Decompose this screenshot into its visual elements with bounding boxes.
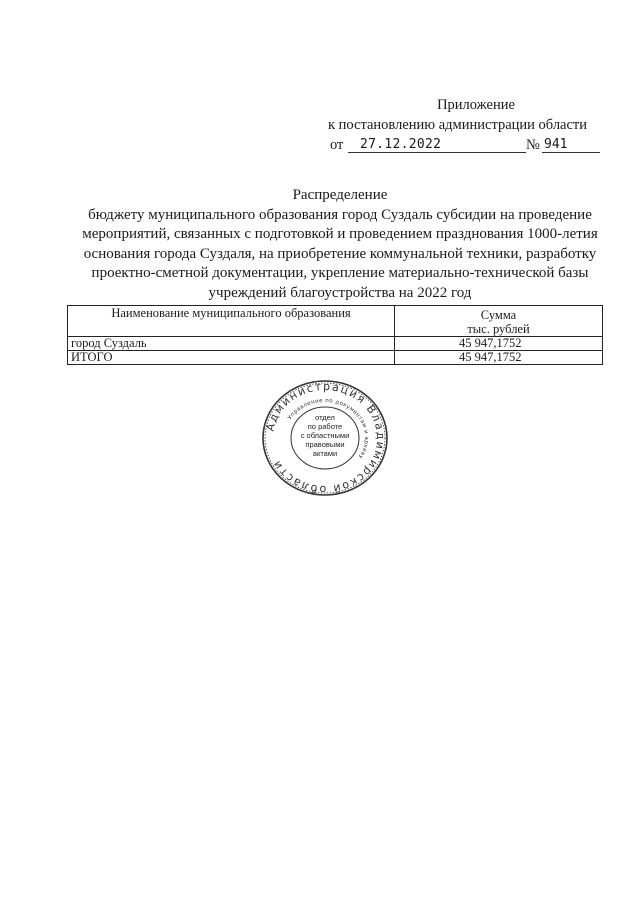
stamp-line4: правовыми [305,440,345,449]
distribution-table [67,305,603,365]
document-title [60,186,620,303]
table-header-row [68,306,603,337]
stamp-line2: по работе [307,422,343,431]
table-row [68,351,603,365]
stamp-outer-text: Администрация Владимирской области [263,379,388,497]
table-row [68,337,603,351]
stamp-line1: отдел [315,413,335,422]
stamp-seal [260,378,390,498]
row-name: город Суздаль [68,337,395,351]
appendix-header [316,95,606,155]
stamp-inner-arc-text: Управление по документам и архиву [287,397,370,460]
appendix-title: Приложение [437,97,515,113]
header-sum-line2: тыс. рублей [467,322,530,336]
header-sum-line1: Сумма [480,308,517,322]
row-name: ИТОГО [68,351,395,365]
row-value: 45 947,1752 [395,351,603,365]
document-number: 941 [542,136,600,153]
document-body: бюджету муниципального образования город Суздаль субсидии на проведение мероприятий, связанных с подготовкой и проведением празднования 1000-летия основания города Суздаля, на приобретение коммунальной техники, разработку проектно-сметной документации, укрепление материально-технической базы учреждений благоустройства на 2022 год [82,206,598,301]
document-date: 27.12.2022 [348,136,526,153]
document-heading: Распределение [292,187,388,203]
appendix-date-line [316,135,606,155]
from-label: от [330,137,344,153]
appendix-subtitle: к постановлению администрации области [328,117,588,133]
stamp-line5: актами [312,449,338,458]
row-value: 45 947,1752 [395,337,603,351]
header-name: Наименование муниципального образования [68,306,395,337]
number-label: № [526,137,540,153]
stamp-line3: с областными [300,431,350,440]
official-stamp [260,378,390,498]
header-sum [395,306,603,337]
